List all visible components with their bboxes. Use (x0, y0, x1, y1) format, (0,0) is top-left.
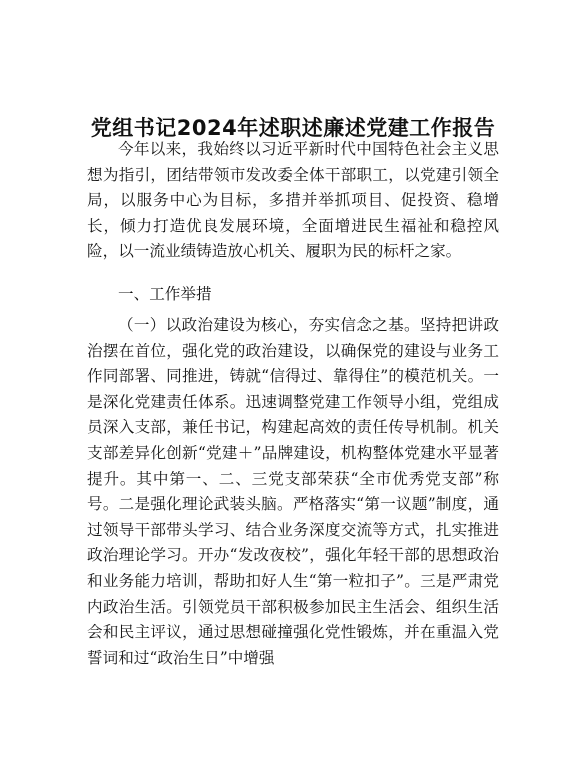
document-title: 党组书记2024年述职述廉述党建工作报告 (90, 116, 496, 141)
section-heading: 一、工作举措 (118, 285, 212, 303)
intro-paragraph: 今年以来，我始终以习近平新时代中国特色社会主义思想为指引，团结带领市发改委全体干部职工，以党建引领全局，以服务中心为目标，多措并举抓项目、促投资、稳增长，倾力打造优良发展环境，全面增进民生福祉和稳控风险，以一流业绩铸造放心机关、履职为民的标杆之家。 (87, 140, 499, 261)
body-paragraph: （一）以政治建设为核心，夯实信念之基。坚持把讲政治摆在首位，强化党的政治建设，以确保党的建设与业务工作同部署、同推进，铸就“信得过、靠得住”的模范机关。一是深化党建责任体系。迅速调整党建工作领导小组，党组成员深入支部，兼任书记，构建起高效的责任传导机制。机关支部差异化创新“党建＋”品牌建设，机构整体党建水平显著提升。其中第一、二、三党支部荣获“全市优秀党支部”称号。二是强化理论武装头脑。严格落实“第一议题”制度，通过领导干部带头学习、结合业务深度交流等方式，扎实推进政治理论学习。开办“发改夜校”，强化年轻干部的思想政治和业务能力培训，帮助扣好人生“第一粒扣子”。三是严肃党内政治生活。引领党员干部积极参加民主生活会、组织生活会和民主评议，通过思想碰撞强化党性锻炼，并在重温入党誓词和过“政治生日”中增强 (87, 316, 499, 667)
